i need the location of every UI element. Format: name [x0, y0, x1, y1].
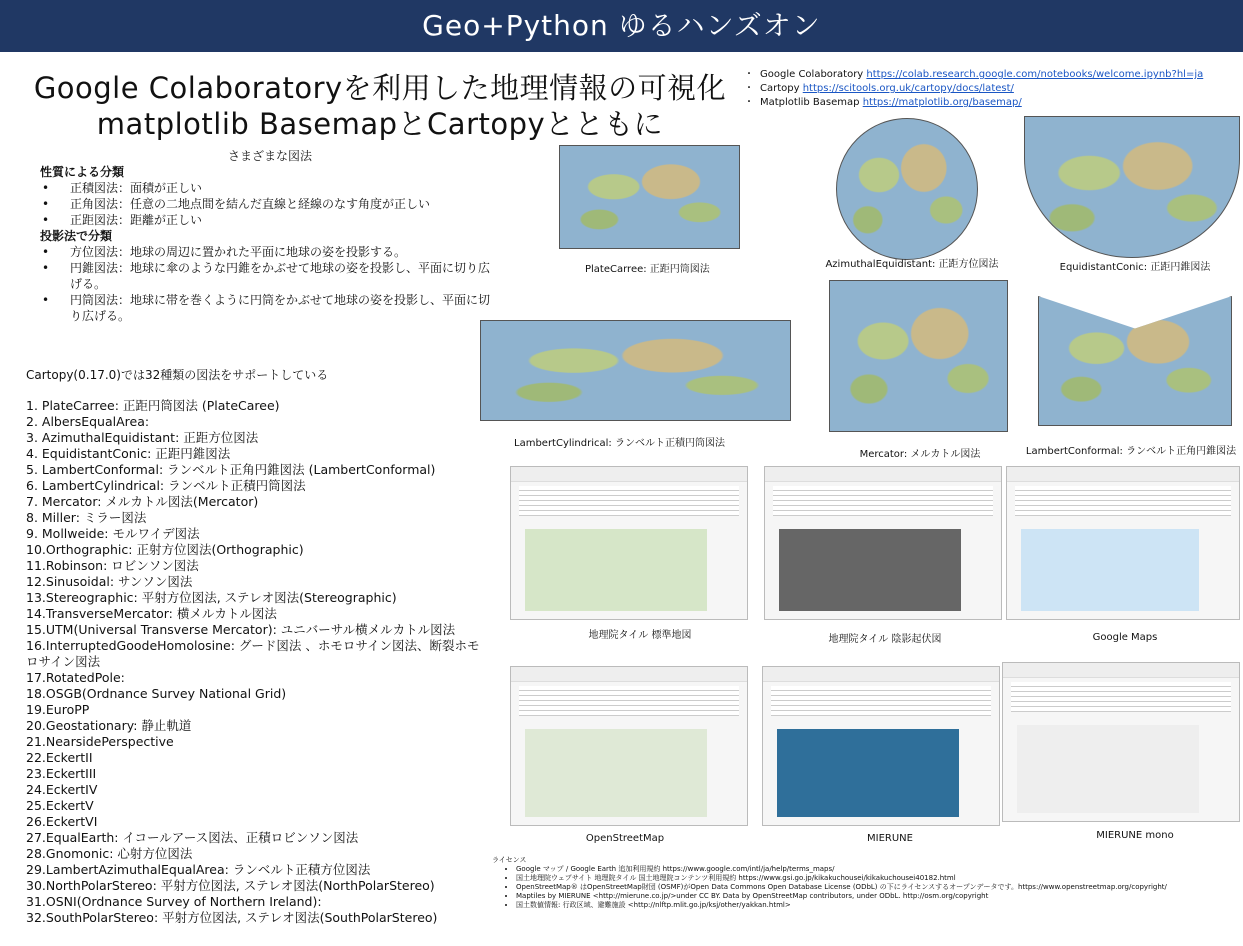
- lambert-conformal-map-image: [1038, 296, 1232, 426]
- license-title: ライセンス: [492, 856, 527, 864]
- projection-item: 1. PlateCarree: 正距円筒図法 (PlateCaree): [26, 398, 280, 413]
- license-item: • OpenStreetMap® はOpenStreetMap財団 (OSMF)がOpen Data Commons Open Database License (ODbL) の下にライセンスするオープンデータです。https://www.openstreetmap.org/copyright/: [516, 883, 1232, 892]
- link-label: Cartopy: [760, 83, 800, 94]
- projection-item: 32.SouthPolarStereo: 平射方位図法, ステレオ図法(SouthPolarStereo): [26, 910, 438, 925]
- projection-item: 22.EckertII: [26, 750, 93, 765]
- colab-screenshot-osm: [510, 666, 748, 826]
- section-heading: さまざまな図法: [227, 149, 312, 163]
- link-row: ・ Google Colaboratory https://colab.research.google.com/notebooks/welcome.ipynb?hl=ja: [744, 69, 1204, 80]
- caption-mercator: Mercator: メルカトル図法: [859, 449, 981, 460]
- lambert-cylindrical-map-image: [480, 320, 791, 421]
- caption-platecarree: PlateCarree: 正距円筒図法: [585, 264, 710, 275]
- caption-mierune-mono: MIERUNE mono: [1096, 830, 1174, 841]
- projection-item: 24.EckertIV: [26, 782, 98, 797]
- link-url[interactable]: https://matplotlib.org/basemap/: [862, 97, 1022, 108]
- property-list: [40, 180, 500, 228]
- caption-gsi-std: 地理院タイル 標準地図: [588, 630, 692, 641]
- link-row: ・ Matplotlib Basemap https://matplotlib.org/basemap/: [744, 97, 1022, 108]
- projection-title: 投影法で分類: [40, 229, 113, 243]
- projection-item: 25.EckertV: [26, 798, 94, 813]
- projection-item: 27.EqualEarth: イコールアース図法、正積ロビンソン図法: [26, 830, 359, 845]
- projection-item: 12.Sinusoidal: サンソン図法: [26, 574, 193, 589]
- equidistant-conic-map-image: [1024, 116, 1240, 258]
- projection-item: 15.UTM(Universal Transverse Mercator): ユニバーサル横メルカトル図法: [26, 622, 456, 637]
- projection-item: 4. EquidistantConic: 正距円錐図法: [26, 446, 231, 461]
- projection-item: 9. Mollweide: モルワイデ図法: [26, 526, 200, 541]
- projection-item: 17.RotatedPole:: [26, 670, 125, 685]
- projection-item: 19.EuroPP: [26, 702, 90, 717]
- caption-google: Google Maps: [1092, 632, 1158, 643]
- caption-gsi-relief: 地理院タイル 陰影起伏図: [828, 634, 942, 645]
- list-item: • 正距図法：距離が正しい: [70, 212, 500, 228]
- projection-item: 23.EckertIII: [26, 766, 97, 781]
- link-label: Google Colaboratory: [760, 69, 864, 80]
- classification-section: [40, 148, 500, 324]
- license-list: [492, 865, 1232, 910]
- projection-item: 28.Gnomonic: 心射方位図法: [26, 846, 193, 861]
- caption-lambertcyl: LambertCylindrical: ランベルト正積円筒図法: [514, 438, 725, 449]
- link-label: Matplotlib Basemap: [760, 97, 860, 108]
- list-item: • 円錐図法：地球に傘のような円錐をかぶせて地球の姿を投影し、平面に切り広げる。: [70, 260, 500, 292]
- projection-item: 16.InterruptedGoodeHomolosine: グード図法 、ホモロサイン図法、断裂ホモロサイン図法: [26, 638, 480, 669]
- caption-osm: OpenStreetMap: [585, 833, 665, 844]
- colab-screenshot-google: [1006, 466, 1240, 620]
- projection-item: 5. LambertConformal: ランベルト正角円錐図法 (LambertConformal): [26, 462, 436, 477]
- projection-item: 29.LambertAzimuthalEqualArea: ランベルト正積方位図法: [26, 862, 371, 877]
- caption-azimuthal: AzimuthalEquidistant: 正距方位図法: [825, 259, 999, 270]
- link-row: ・ Cartopy https://scitools.org.uk/cartopy/docs/latest/: [744, 83, 1014, 94]
- projection-item: 31.OSNI(Ordnance Survey of Northern Ireland):: [26, 894, 322, 909]
- license-item: • 国土数値情報: 行政区域、避難施設 <http://nlftp.mlit.go.jp/ksj/other/yakkan.html>: [516, 901, 1232, 910]
- list-item: • 方位図法：地球の周辺に置かれた平面に地球の姿を投影する。: [70, 244, 500, 260]
- projection-item: 26.EckertVI: [26, 814, 98, 829]
- caption-mierune: MIERUNE: [867, 833, 913, 844]
- caption-equiconic: EquidistantConic: 正距円錐図法: [1059, 262, 1211, 273]
- colab-screenshot-gsi-relief: [764, 466, 1002, 620]
- projection-item: 2. AlbersEqualArea:: [26, 414, 150, 429]
- projection-item: 20.Geostationary: 静止軌道: [26, 718, 192, 733]
- title-line-2: matplotlib BasemapとCartopyとともに: [96, 107, 664, 141]
- colab-screenshot-mierune-mono: [1002, 662, 1240, 822]
- projection-item: 30.NorthPolarStereo: 平射方位図法, ステレオ図法(NorthPolarStereo): [26, 878, 435, 893]
- license-item: • Maptiles by MIERUNE <http://mierune.co.jp/>under CC BY. Data by OpenStreetMap contributors, under ODbL. http://osm.org/copyright: [516, 892, 1232, 901]
- intro-text: Cartopy(0.17.0)では32種類の図法をサポートしている: [26, 368, 329, 382]
- link-url[interactable]: https://scitools.org.uk/cartopy/docs/latest/: [802, 83, 1014, 94]
- projection-item: 18.OSGB(Ordnance Survey National Grid): [26, 686, 287, 701]
- colab-screenshot-gsi-std: [510, 466, 748, 620]
- license-item: • Google マップ / Google Earth 追加利用規約 https://www.google.com/intl/ja/help/terms_maps/: [516, 865, 1232, 874]
- projection-item: 6. LambertCylindrical: ランベルト正積円筒図法: [26, 478, 306, 493]
- title-line-1: Google Colaboratoryを利用した地理情報の可視化: [33, 71, 727, 105]
- projection-item: 14.TransverseMercator: 横メルカトル図法: [26, 606, 277, 621]
- license-item: • 国土地理院ウェブサイト 地理院タイル 国土地理院コンテンツ利用規約 https://www.gsi.go.jp/kikakuchousei/kikakuchousei40182.html: [516, 874, 1232, 883]
- license-section: [492, 856, 1232, 910]
- projection-item: 21.NearsidePerspective: [26, 734, 174, 749]
- property-title: 性質による分類: [40, 165, 125, 179]
- platecarree-map-image: [559, 145, 740, 249]
- mercator-map-image: [829, 280, 1008, 432]
- projection-item: 8. Miller: ミラー図法: [26, 510, 147, 525]
- projection-item: 7. Mercator: メルカトル図法(Mercator): [26, 494, 259, 509]
- projection-item: 10.Orthographic: 正射方位図法(Orthographic): [26, 542, 304, 557]
- azimuthal-map-image: [836, 118, 978, 260]
- projection-item: 13.Stereographic: 平射方位図法, ステレオ図法(Stereographic): [26, 590, 397, 605]
- projection-list: [26, 398, 486, 926]
- colab-screenshot-mierune: [762, 666, 1000, 826]
- caption-lambertconf: LambertConformal: ランベルト正角円錐図法: [1025, 446, 1237, 457]
- list-item: • 正積図法：面積が正しい: [70, 180, 500, 196]
- banner-title: Geo+Python ゆるハンズオン: [0, 0, 1243, 52]
- projection-type-list: [40, 244, 500, 324]
- list-item: • 円筒図法：地球に帯を巻くように円筒をかぶせて地球の姿を投影し、平面に切り広げる。: [70, 292, 500, 324]
- list-item: • 正角図法：任意の二地点間を結んだ直線と経線のなす角度が正しい: [70, 196, 500, 212]
- page-title: [20, 70, 740, 142]
- link-url[interactable]: https://colab.research.google.com/notebooks/welcome.ipynb?hl=ja: [866, 69, 1204, 80]
- projection-item: 11.Robinson: ロビンソン図法: [26, 558, 199, 573]
- reference-links: [744, 68, 1203, 110]
- projection-item: 3. AzimuthalEquidistant: 正距方位図法: [26, 430, 259, 445]
